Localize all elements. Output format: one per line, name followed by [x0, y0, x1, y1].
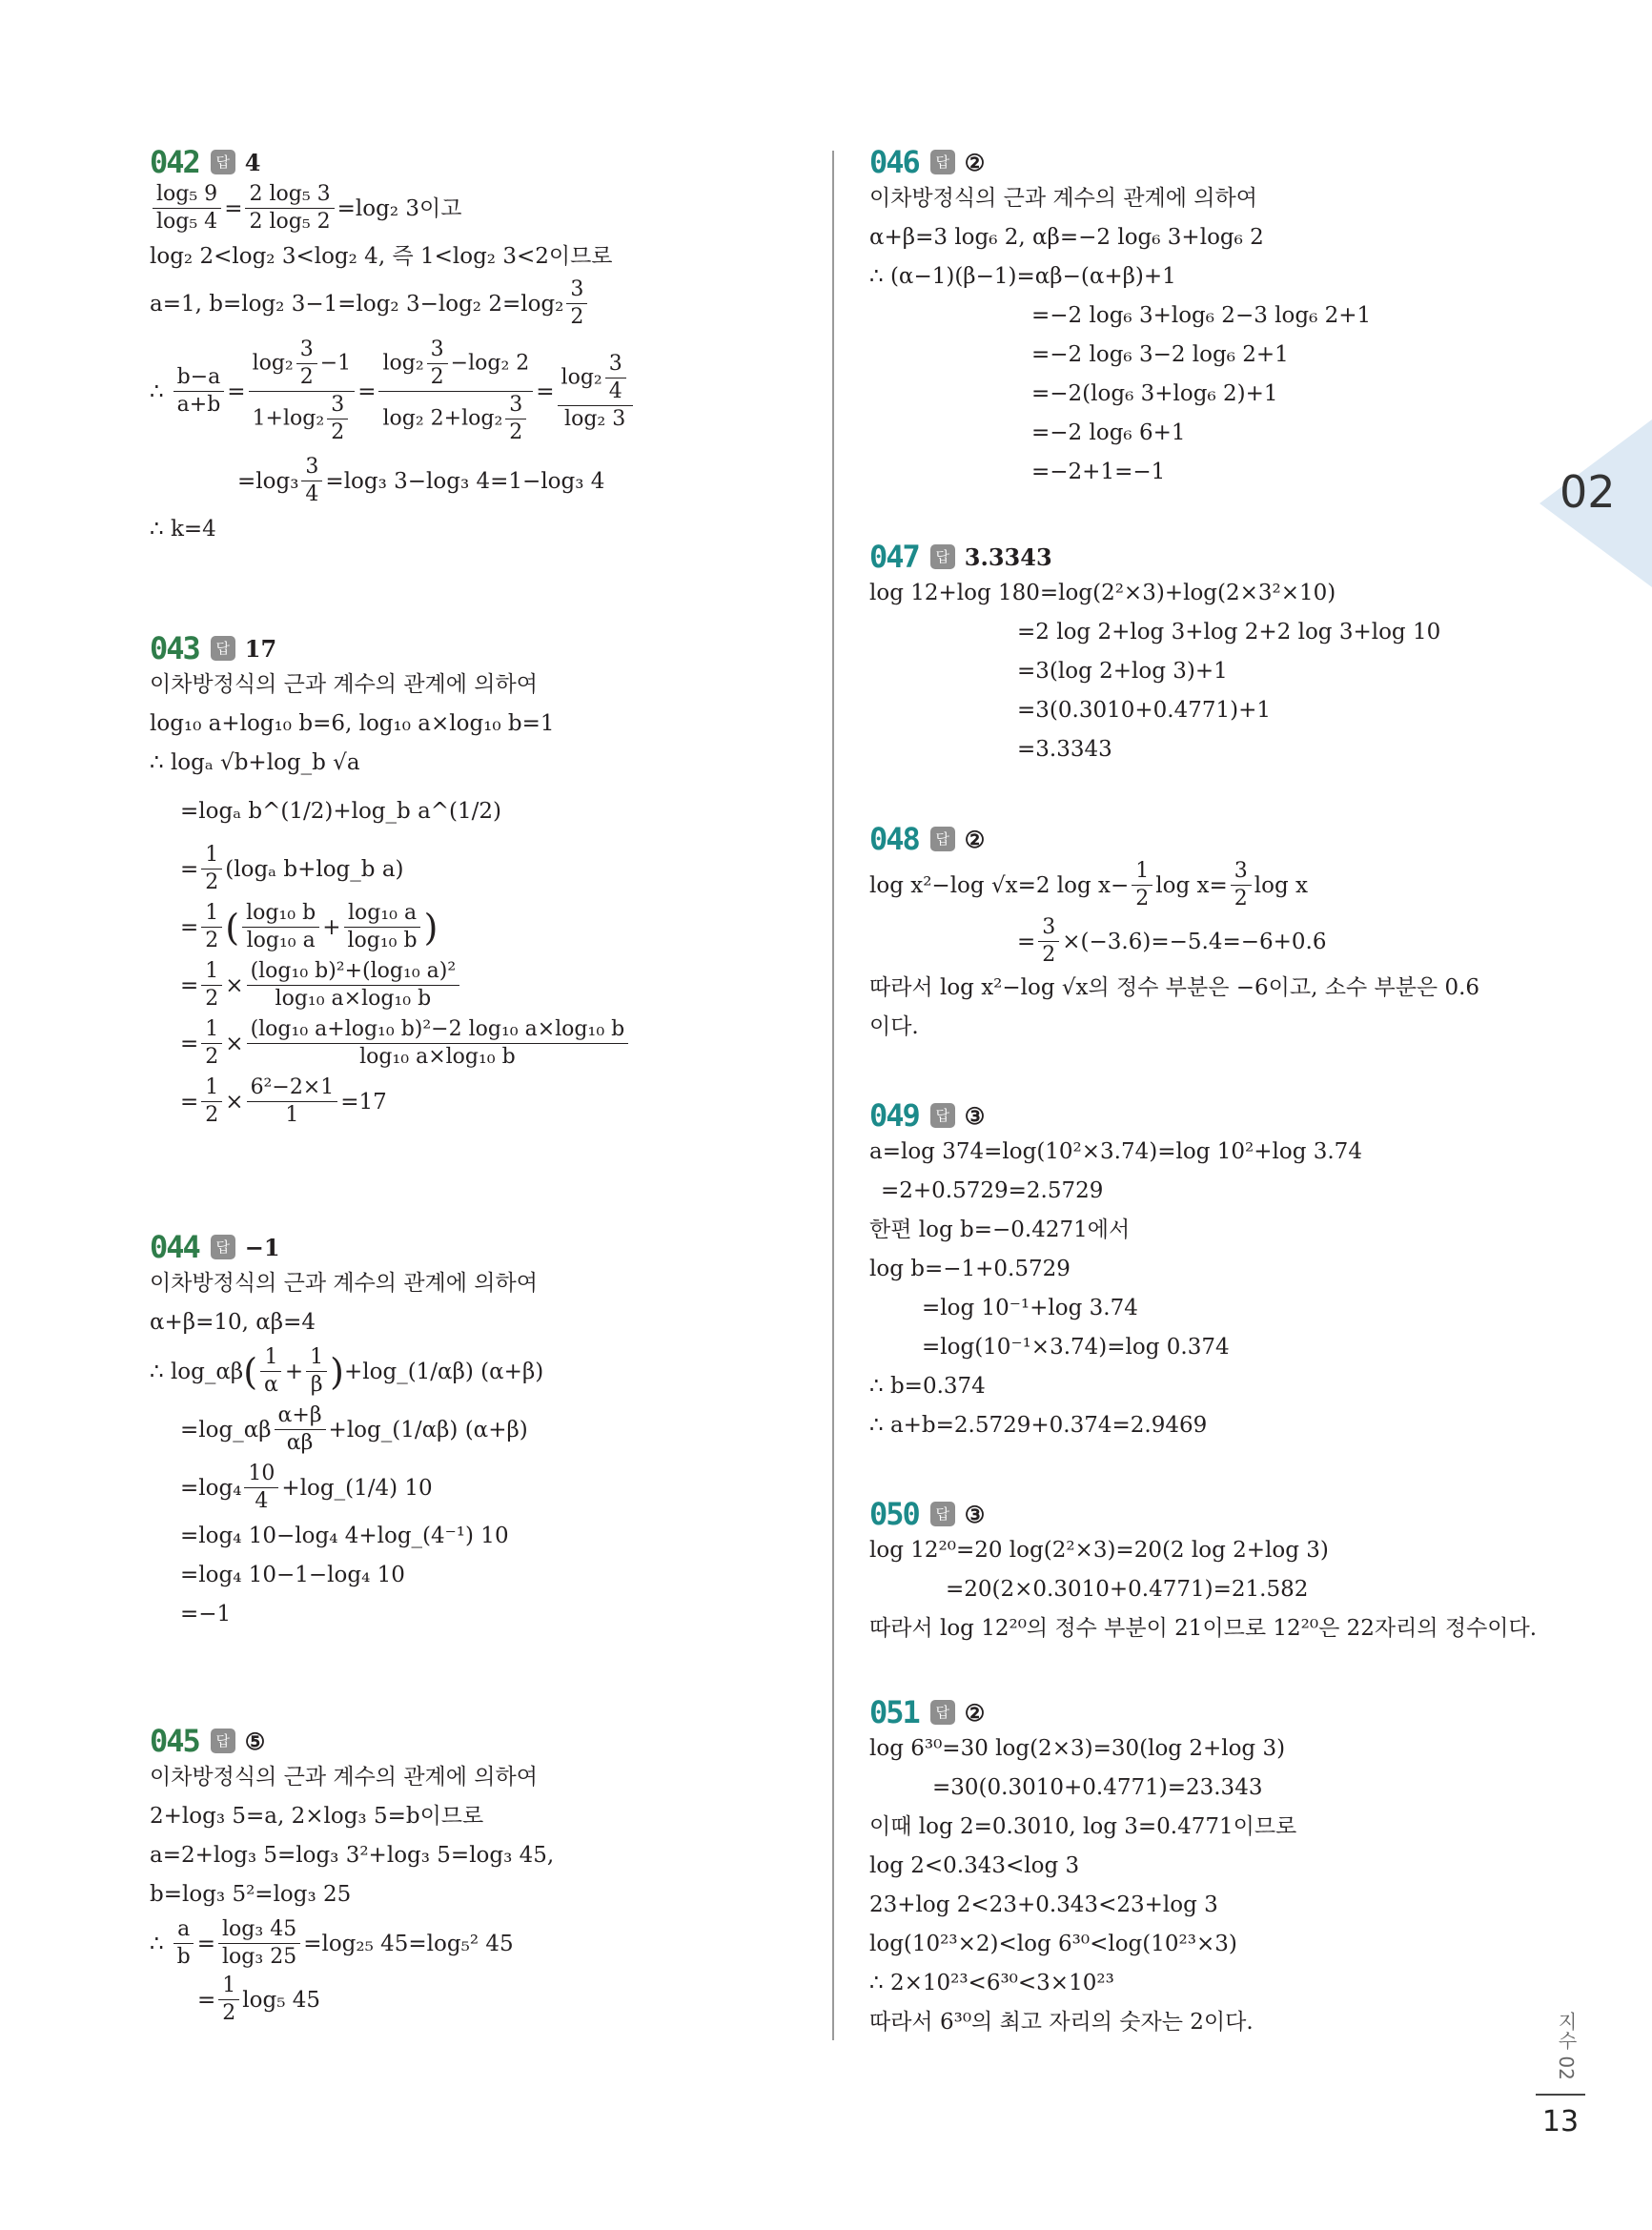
text: a=1, b=log₂ 3−1=log₂ 3−log₂ 2=log₂ — [150, 291, 564, 317]
answer-badge: 답 — [930, 827, 955, 851]
chapter-vertical-label: 지수 02 — [1555, 2012, 1578, 2080]
answer-badge: 답 — [211, 1235, 235, 1259]
solution-line: =log₄ 10−log₄ 4+log_(4⁻¹) 10 — [180, 1524, 509, 1548]
answer-value: 17 — [244, 634, 277, 663]
problem-042 — [150, 145, 817, 549]
numerator: log₂ $\frac{3}{2}$ −1 — [249, 337, 356, 392]
problem-046 — [869, 145, 1565, 492]
solution-line: 2+log₃ 5=a, 2×log₃ 5=b이므로 — [150, 1804, 484, 1829]
problem-number: 049 — [869, 1097, 919, 1134]
solution-line: ∴ $\frac{b-a}{a+b}$ = log₂ $\frac{3}{2}$ −1 1+log₂ $\frac{3}{2}$ = log₂ $\frac{3}{2}$ −log₂ 2 log₂ 2+log₂ $\frac{3}{2}$ = log₂ $\frac{3}{4}$ log₂ 3 — [150, 331, 817, 452]
solution-line: = $\frac{1}{2}$ ( $\frac{\text{log₁₀ b}}{\text{log₁₀ a}}$ + $\frac{\text{log₁₀ a}}{\text{log₁₀ b}}$ ) — [180, 901, 438, 952]
solution-line: 한편 log b=−0.4271에서 — [869, 1217, 1131, 1242]
solution-line: =log_αβ $\frac{\alpha+\beta}{\alpha\beta}$ +log_(1/αβ) (α+β) — [180, 1403, 528, 1455]
answer-badge: 답 — [930, 1502, 955, 1526]
problem-number: 051 — [869, 1694, 919, 1730]
solution-line: α+β=10, αβ=4 — [150, 1310, 316, 1335]
solution-line: ∴ k=4 — [150, 517, 216, 542]
numerator: 3 — [566, 276, 587, 304]
solution-line: ∴ log_αβ ( $\frac{1}{\alpha}$ + $\frac{1}{\beta}$ ) +log_(1/αβ) (α+β) — [150, 1345, 544, 1397]
solution-line: log 2<0.343<log 3 — [869, 1853, 1080, 1878]
fraction: $\frac{3}{4}$ — [301, 454, 322, 508]
fraction — [153, 181, 221, 235]
denominator: 2 — [570, 305, 584, 329]
solution-line: log₂ 2<log₂ 3<log₂ 4, 즉 1<log₂ 3<2이므로 — [150, 244, 613, 269]
solution-line: =−2 log₆ 6+1 — [1031, 420, 1186, 445]
answer-badge: 답 — [930, 1103, 955, 1128]
solution-line: 23+log 2<23+0.343<23+log 3 — [869, 1892, 1218, 1917]
numerator: b−a — [173, 364, 225, 392]
problem-045 — [150, 1724, 817, 2027]
fraction — [173, 364, 225, 419]
solution-line: =−2(log₆ 3+log₆ 2)+1 — [1031, 381, 1278, 406]
solution-line: 따라서 6³⁰의 최고 자리의 숫자는 2이다. — [869, 2010, 1254, 2035]
solution-line: $\frac{\text{log₅ 9}}{\text{log₅ 4}}$ = $\frac{\text{2 log₅ 3}}{\text{2 log₅ 2}}$ =log₂ 3이고 — [150, 179, 817, 237]
therefore: ∴ — [150, 378, 164, 404]
problem-number: 046 — [869, 144, 919, 180]
problem-044 — [150, 1230, 817, 1634]
solution-line: =log 10⁻¹+log 3.74 — [922, 1296, 1138, 1320]
numerator: log₅ 9 — [153, 181, 221, 209]
solution-line: = $\frac{1}{2}$ × $\frac{\text{6²−2×1}}{1}$ =17 — [180, 1075, 387, 1127]
solution-line: 이때 log 2=0.3010, log 3=0.4771이므로 — [869, 1814, 1297, 1839]
answer-badge: 답 — [211, 1729, 235, 1753]
solution-line: log b=−1+0.5729 — [869, 1257, 1071, 1281]
problem-header — [869, 1497, 1565, 1531]
page-number: 13 — [1541, 2105, 1580, 2138]
fraction — [249, 337, 356, 446]
answer-value: ② — [964, 825, 986, 853]
solution-line: =logₐ b^(1/2)+log_b a^(1/2) — [180, 799, 502, 824]
solution-line: log(10²³×2)<log 6³⁰<log(10²³×3) — [869, 1932, 1237, 1956]
solution-line: log 12²⁰=20 log(2²×3)=20(2 log 2+log 3) — [869, 1538, 1329, 1563]
answer-badge: 답 — [930, 544, 955, 569]
solution-line: =−2 log₆ 3−2 log₆ 2+1 — [1031, 342, 1289, 367]
text: =log₂ 3이고 — [337, 195, 462, 221]
solution-line: 이차방정식의 근과 계수의 관계에 의하여 — [150, 672, 538, 697]
column-divider — [832, 151, 834, 2040]
solution-line: log 6³⁰=30 log(2×3)=30(log 2+log 3) — [869, 1736, 1286, 1761]
solution-line: ∴ a+b=2.5729+0.374=2.9469 — [869, 1413, 1208, 1438]
problem-header — [150, 145, 817, 179]
denominator: 1+log₂ $\frac{3}{2}$ — [249, 392, 356, 446]
solution-line — [150, 276, 817, 331]
solution-line: =log₄ $\frac{10}{4}$ +log_(1/4) 10 — [180, 1462, 433, 1513]
solution-line: = $\frac{1}{2}$ (logₐ b+log_b a) — [180, 843, 404, 894]
answer-value: ⑤ — [244, 1727, 266, 1755]
solution-line: 따라서 log 12²⁰의 정수 부분이 21이므로 12²⁰은 22자리의 정수이다. — [869, 1616, 1538, 1641]
problem-header — [869, 1695, 1565, 1729]
solution-line: =3(log 2+log 3)+1 — [1017, 659, 1228, 684]
solution-line: = $\frac{3}{2}$ ×(−3.6)=−5.4=−6+0.6 — [1017, 915, 1327, 967]
solution-line: 따라서 log x²−log √x의 정수 부분은 −6이고, 소수 부분은 0.6 — [869, 975, 1480, 1000]
answer-value: 4 — [244, 148, 261, 176]
solution-line: = $\frac{1}{2}$ × $\frac{\text{(log₁₀ a+log₁₀ b)²−2 log₁₀ a×log₁₀ b}}{\text{log₁₀ a×log₁₀ b}}$ — [150, 1014, 817, 1073]
problem-number: 048 — [869, 821, 919, 857]
chapter-tab-label: 02 — [1560, 466, 1616, 518]
solution-line: =−2+1=−1 — [1031, 460, 1166, 484]
solution-line: =2 log 2+log 3+log 2+2 log 3+log 10 — [1017, 620, 1441, 644]
solution-line: =log₃ $\frac{3}{4}$ =log₃ 3−log₃ 4=1−log₃ 4 — [237, 455, 605, 506]
solution-line: 이차방정식의 근과 계수의 관계에 의하여 — [869, 186, 1257, 211]
answer-value: ② — [964, 148, 986, 176]
solution-line: =−2 log₆ 3+log₆ 2−3 log₆ 2+1 — [1031, 303, 1372, 328]
problem-header — [150, 1724, 817, 1758]
problem-number: 047 — [869, 539, 919, 575]
solution-line: =30(0.3010+0.4771)=23.343 — [932, 1775, 1263, 1800]
fraction — [245, 181, 334, 235]
solution-line: =log₄ 10−1−log₄ 10 — [180, 1563, 405, 1587]
solution-line: 이다. — [869, 1014, 919, 1039]
problem-header — [869, 145, 1565, 179]
problem-header — [869, 1098, 1565, 1133]
numerator: log₂ $\frac{3}{2}$ −log₂ 2 — [378, 337, 533, 392]
problem-049 — [869, 1098, 1565, 1445]
solution-line: a=log 374=log(10²×3.74)=log 10²+log 3.74 — [869, 1139, 1362, 1164]
page-number-rule — [1536, 2094, 1585, 2096]
answer-value: −1 — [244, 1233, 280, 1261]
solution-line: 이차방정식의 근과 계수의 관계에 의하여 — [150, 1765, 538, 1790]
solution-line: ∴ 2×10²³<6³⁰<3×10²³ — [869, 1971, 1114, 1995]
problem-043 — [150, 631, 817, 1131]
solution-line: = $\frac{1}{2}$ log₅ 45 — [197, 1974, 321, 2025]
problem-number: 043 — [150, 630, 199, 666]
problem-047 — [869, 540, 1565, 769]
solution-line: =3.3343 — [1017, 737, 1112, 762]
solution-line: =20(2×0.3010+0.4771)=21.582 — [946, 1577, 1309, 1602]
solution-line: ∴ $\frac{a}{b}$ = $\frac{\text{log₃ 45}}{\text{log₃ 25}}$ =log₂₅ 45=log₅² 45 — [150, 1917, 514, 1969]
answer-badge: 답 — [930, 150, 955, 174]
problem-number: 044 — [150, 1229, 199, 1265]
problem-header — [150, 631, 817, 665]
denominator: 2 log₅ 2 — [249, 210, 331, 234]
solution-line: = $\frac{1}{2}$ × $\frac{\text{(log₁₀ b)²+(log₁₀ a)²}}{\text{log₁₀ a×log₁₀ b}}$ — [150, 956, 817, 1014]
answer-badge: 답 — [211, 150, 235, 174]
fraction — [558, 351, 633, 433]
solution-line: α+β=3 log₆ 2, αβ=−2 log₆ 3+log₆ 2 — [869, 225, 1264, 250]
answer-value: ③ — [964, 1500, 986, 1528]
answer-badge: 답 — [211, 636, 235, 661]
numerator: 2 log₅ 3 — [245, 181, 334, 209]
problem-header — [869, 822, 1565, 856]
solution-line: ∴ b=0.374 — [869, 1374, 986, 1399]
denominator: log₂ 2+log₂ $\frac{3}{2}$ — [378, 392, 533, 446]
solution-line: =log(10⁻¹×3.74)=log 0.374 — [922, 1335, 1230, 1360]
solution-line: ∴ logₐ √b+log_b √a — [150, 750, 360, 775]
solution-line: log 12+log 180=log(2²×3)+log(2×3²×10) — [869, 581, 1336, 605]
denominator: a+b — [176, 393, 221, 417]
problem-header — [150, 1230, 817, 1264]
denominator: log₂ 3 — [564, 406, 626, 431]
solution-line: =−1 — [180, 1602, 232, 1626]
solution-line: b=log₃ 5²=log₃ 25 — [150, 1882, 352, 1907]
solution-line: 이차방정식의 근과 계수의 관계에 의하여 — [150, 1271, 538, 1296]
solution-line: log x²−log √x=2 log x− $\frac{1}{2}$ log x= $\frac{3}{2}$ log x — [869, 859, 1308, 910]
answer-badge: 답 — [930, 1700, 955, 1725]
problem-048 — [869, 822, 1565, 1047]
solution-line: ∴ (α−1)(β−1)=αβ−(α+β)+1 — [869, 264, 1176, 289]
answer-value: 3.3343 — [964, 542, 1052, 571]
fraction — [566, 276, 587, 331]
problem-number: 045 — [150, 1723, 199, 1759]
problem-051 — [869, 1695, 1565, 2042]
solution-line: log₁₀ a+log₁₀ b=6, log₁₀ a×log₁₀ b=1 — [150, 711, 555, 736]
answer-value: ③ — [964, 1101, 986, 1130]
solution-line: =3(0.3010+0.4771)+1 — [1017, 698, 1271, 723]
solution-line: a=2+log₃ 5=log₃ 3²+log₃ 5=log₃ 45, — [150, 1843, 555, 1868]
problem-number: 050 — [869, 1496, 919, 1532]
denominator: log₅ 4 — [156, 210, 218, 234]
problem-header — [869, 540, 1565, 574]
solution-line: =2+0.5729=2.5729 — [881, 1178, 1104, 1203]
answer-value: ② — [964, 1698, 986, 1727]
problem-number: 042 — [150, 144, 199, 180]
fraction — [378, 337, 533, 446]
problem-050 — [869, 1497, 1565, 1648]
numerator: log₂ $\frac{3}{4}$ — [558, 351, 633, 406]
